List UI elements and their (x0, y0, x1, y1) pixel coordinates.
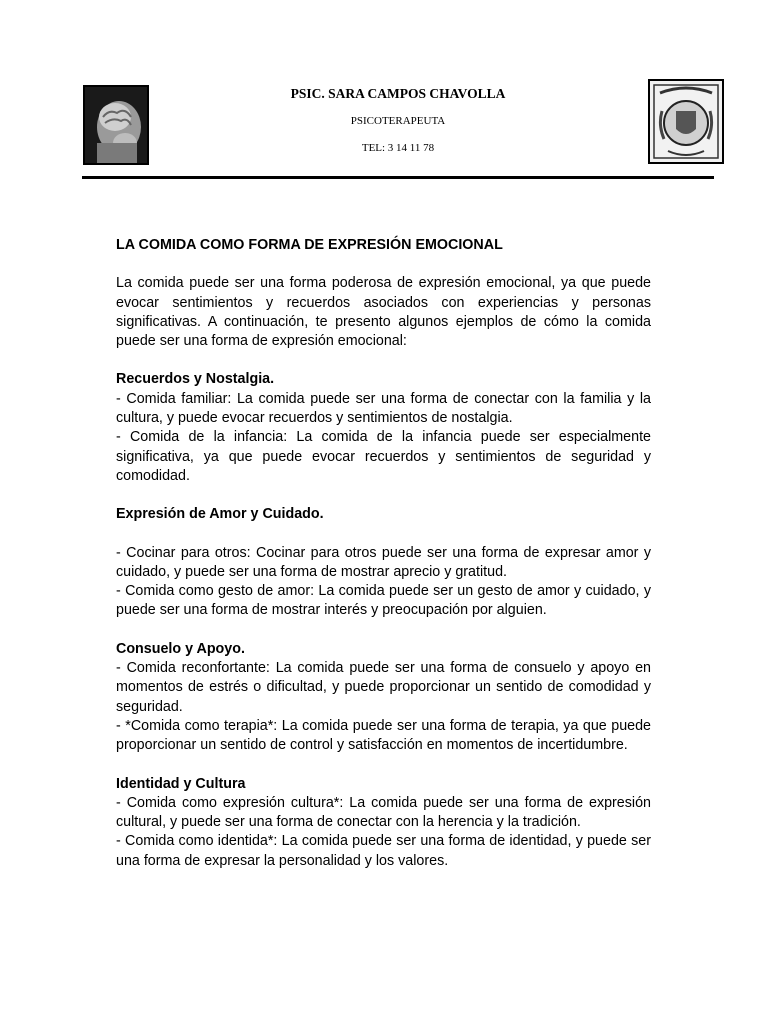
list-item: - Comida familiar: La comida puede ser una forma de conectar con la familia y la cultura, y puede evocar recuerdos y sentimientos de nostalgia. (116, 390, 651, 427)
document-body (116, 236, 651, 871)
letterhead (0, 0, 768, 190)
header-divider (82, 176, 714, 179)
section-heading: Identidad y Cultura (116, 775, 246, 792)
telephone: TEL: 3 14 11 78 (361, 142, 435, 154)
section-heading: Recuerdos y Nostalgia. (116, 371, 275, 388)
intro-paragraph: La comida puede ser una forma poderosa de expresión emocional, ya que puede evocar sentimientos y recuerdos asociados con experiencias y personas significativas. A continuación, te presento algunos ejemplos de cómo la comida puede ser una forma de expresión emocional: (116, 275, 651, 350)
list-item: - Comida como identida*: La comida puede ser una forma de identidad, y puede ser una forma de expresar la personalidad y los valores. (116, 833, 651, 869)
psychologist-role: PSICOTERAPEUTA (350, 115, 446, 127)
list-item: - Cocinar para otros: Cocinar para otros puede ser una forma de expresar amor y cuidado, y puede ser una forma de mostrar aprecio y gratitud. (116, 544, 651, 580)
list-item: - Comida como expresión cultura*: La comida puede ser una forma de expresión cultural, y puede ser una forma de conectar con la herencia y la tradición. (116, 794, 651, 831)
list-item: - *Comida como terapia*: La comida puede ser una forma de terapia, ya que puede proporcionar un sentido de control y satisfacción en momentos de incertidumbre. (116, 717, 651, 754)
section-heading: Expresión de Amor y Cuidado. (116, 506, 324, 523)
psychologist-name: PSIC. SARA CAMPOS CHAVOLLA (290, 86, 506, 101)
list-item: - Comida como gesto de amor: La comida puede ser un gesto de amor y cuidado, y puede ser una forma de mostrar interés y preocupación por alguien. (116, 583, 651, 619)
section-heading: Consuelo y Apoyo. (116, 640, 245, 657)
university-seal-image (648, 79, 724, 164)
list-item: - Comida de la infancia: La comida de la infancia puede ser especialmente significativa, ya que puede evocar recuerdos y sentimientos de seguridad y comodidad. (116, 429, 651, 484)
document-title: LA COMIDA COMO FORMA DE EXPRESIÓN EMOCIONAL (116, 237, 503, 253)
list-item: - Comida reconfortante: La comida puede ser una forma de consuelo y apoyo en momentos de estrés o dificultad, y puede proporcionar un sentido de comodidad y seguridad. (116, 660, 651, 715)
